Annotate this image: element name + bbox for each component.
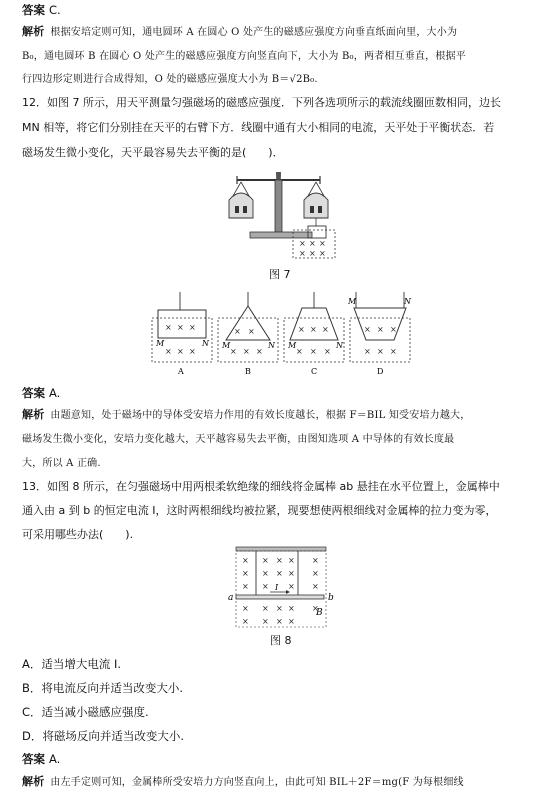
svg-text:×: × — [189, 347, 196, 356]
answer-line-12: 答案 A. — [22, 386, 61, 400]
svg-text:×: × — [312, 582, 319, 591]
svg-text:×: × — [312, 569, 319, 578]
svg-text:×: × — [242, 604, 249, 613]
answer-value: C. — [49, 3, 61, 17]
option-a-figure — [152, 292, 212, 376]
option-c-figure — [284, 292, 344, 376]
figure-7-caption: 图 7 — [269, 268, 291, 281]
svg-text:×: × — [242, 556, 249, 565]
q13-option-b: B．将电流反向并适当改变大小. — [22, 681, 184, 695]
svg-text:×: × — [296, 347, 303, 356]
svg-text:×: × — [310, 347, 317, 356]
svg-text:×: × — [288, 604, 295, 613]
svg-text:×: × — [276, 604, 283, 613]
svg-text:×: × — [189, 323, 196, 332]
explanation-line: 行四边形定则进行合成得知，O 处的磁感应强度大小为 B＝√2B₀. — [22, 74, 318, 85]
svg-text:×: × — [288, 617, 295, 626]
svg-text:M: M — [348, 297, 357, 306]
svg-text:C: C — [311, 367, 318, 376]
svg-text:×: × — [322, 325, 329, 334]
question-12-line: 磁场发生微小变化，天平最容易失去平衡的是( )． — [22, 146, 284, 159]
svg-text:×: × — [177, 323, 184, 332]
svg-text:×: × — [377, 325, 384, 334]
svg-text:×: × — [390, 347, 397, 356]
answer-line-13: 答案 A. — [22, 752, 61, 766]
q12-options-figures — [150, 292, 420, 382]
svg-text:×: × — [242, 582, 249, 591]
explanation-line: 解析 由左手定则可知，金属棒所受安培力方向竖直向上，由此可知 BIL＋2F＝mg(F 为每根细线 — [22, 775, 464, 788]
svg-text:×: × — [276, 617, 283, 626]
explanation-line: 磁场发生微小变化，安培力变化越大，天平越容易失去平衡，由图知选项 A 中导体的有效长度最 — [22, 434, 455, 445]
svg-text:×: × — [288, 556, 295, 565]
q13-option-a: A．适当增大电流 I. — [22, 657, 122, 671]
svg-text:×: × — [165, 347, 172, 356]
svg-text:×: × — [262, 617, 269, 626]
svg-text:×: × — [243, 347, 250, 356]
svg-text:M: M — [222, 341, 231, 350]
svg-text:×: × — [262, 556, 269, 565]
svg-text:a: a — [228, 593, 234, 603]
svg-text:×: × — [262, 569, 269, 578]
svg-text:×: × — [230, 347, 237, 356]
svg-text:×: × — [298, 325, 305, 334]
svg-text:×: × — [234, 327, 241, 336]
svg-text:×: × — [312, 604, 319, 613]
svg-text:×: × — [310, 325, 317, 334]
svg-text:I: I — [275, 583, 279, 592]
svg-text:×: × — [288, 569, 295, 578]
figure-8-caption: 图 8 — [270, 634, 292, 647]
q13-option-c: C．适当减小磁感应强度. — [22, 705, 149, 719]
svg-text:×: × — [364, 325, 371, 334]
question-12-line: MN 相等，将它们分别挂在天平的右臂下方．线圈中通有大小相同的电流，天平处于平衡状态．若 — [22, 121, 495, 134]
figure-8-rod-in-field — [222, 545, 338, 629]
question-13-line: 通入由 a 到 b 的恒定电流 I，这时两根细线均被拉紧，现要想使两根细线对金属棒的拉力变为零， — [22, 504, 497, 517]
svg-text:×: × — [165, 323, 172, 332]
svg-text:×: × — [288, 582, 295, 591]
question-13-line: 13．如图 8 所示，在匀强磁场中用两根柔软绝缘的细线将金属棒 ab 悬挂在水平位置上，金属棒中 — [22, 480, 500, 493]
svg-text:N: N — [336, 341, 343, 350]
q13-option-d: D．将磁场反向并适当改变大小. — [22, 729, 185, 743]
svg-text:M: M — [288, 341, 297, 350]
explanation-line: 解析 根据安培定则可知，通电圆环 A 在圆心 O 处产生的磁感应强度方向垂直纸面向里，大小为 — [22, 25, 458, 38]
explanation-line: 大，所以 A 正确. — [22, 458, 101, 469]
option-b-figure — [218, 292, 278, 376]
svg-text:×: × — [242, 617, 249, 626]
svg-text:N: N — [268, 341, 275, 350]
svg-text:×: × — [312, 556, 319, 565]
explanation-label: 解析 — [22, 25, 45, 38]
answer-line-1 — [22, 2, 61, 18]
svg-text:M: M — [156, 339, 165, 348]
svg-text:×: × — [309, 239, 316, 248]
svg-text:×: × — [248, 327, 255, 336]
option-d-figure — [347, 292, 412, 376]
question-13-line: 可采用哪些办法( ). — [22, 528, 134, 541]
svg-text:B: B — [245, 367, 251, 376]
svg-text:N: N — [404, 297, 411, 306]
explanation-line: B₀，通电圆环 B 在圆心 O 处产生的磁感应强度方向竖直向下，大小为 B₀，两者相互垂直，根据平 — [22, 51, 466, 62]
figure-7-balance — [225, 166, 340, 262]
svg-text:N: N — [202, 339, 209, 348]
svg-text:×: × — [309, 249, 316, 258]
explanation-line: 解析 由题意知，处于磁场中的导体受安培力作用的有效长度越长，根据 F＝BIL 知受安培力越大， — [22, 408, 471, 421]
answer-label: 答案 — [22, 3, 45, 17]
svg-text:b: b — [328, 593, 334, 603]
svg-text:D: D — [377, 367, 384, 376]
svg-text:×: × — [262, 582, 269, 591]
svg-text:×: × — [324, 347, 331, 356]
svg-text:×: × — [299, 239, 306, 248]
svg-text:×: × — [390, 325, 397, 334]
question-12-line: 12．如图 7 所示，用天平测量匀强磁场的磁感应强度．下列各选项所示的载流线圈匝数相同，边长 — [22, 96, 501, 109]
svg-text:×: × — [319, 239, 326, 248]
svg-text:×: × — [319, 249, 326, 258]
svg-text:×: × — [377, 347, 384, 356]
svg-text:×: × — [242, 569, 249, 578]
svg-text:×: × — [262, 604, 269, 613]
field-crosses — [299, 239, 326, 258]
svg-text:×: × — [276, 556, 283, 565]
svg-text:B: B — [316, 608, 323, 618]
svg-text:×: × — [299, 249, 306, 258]
svg-text:×: × — [364, 347, 371, 356]
svg-text:A: A — [178, 367, 184, 376]
svg-text:×: × — [276, 569, 283, 578]
svg-text:×: × — [177, 347, 184, 356]
svg-text:×: × — [256, 347, 263, 356]
